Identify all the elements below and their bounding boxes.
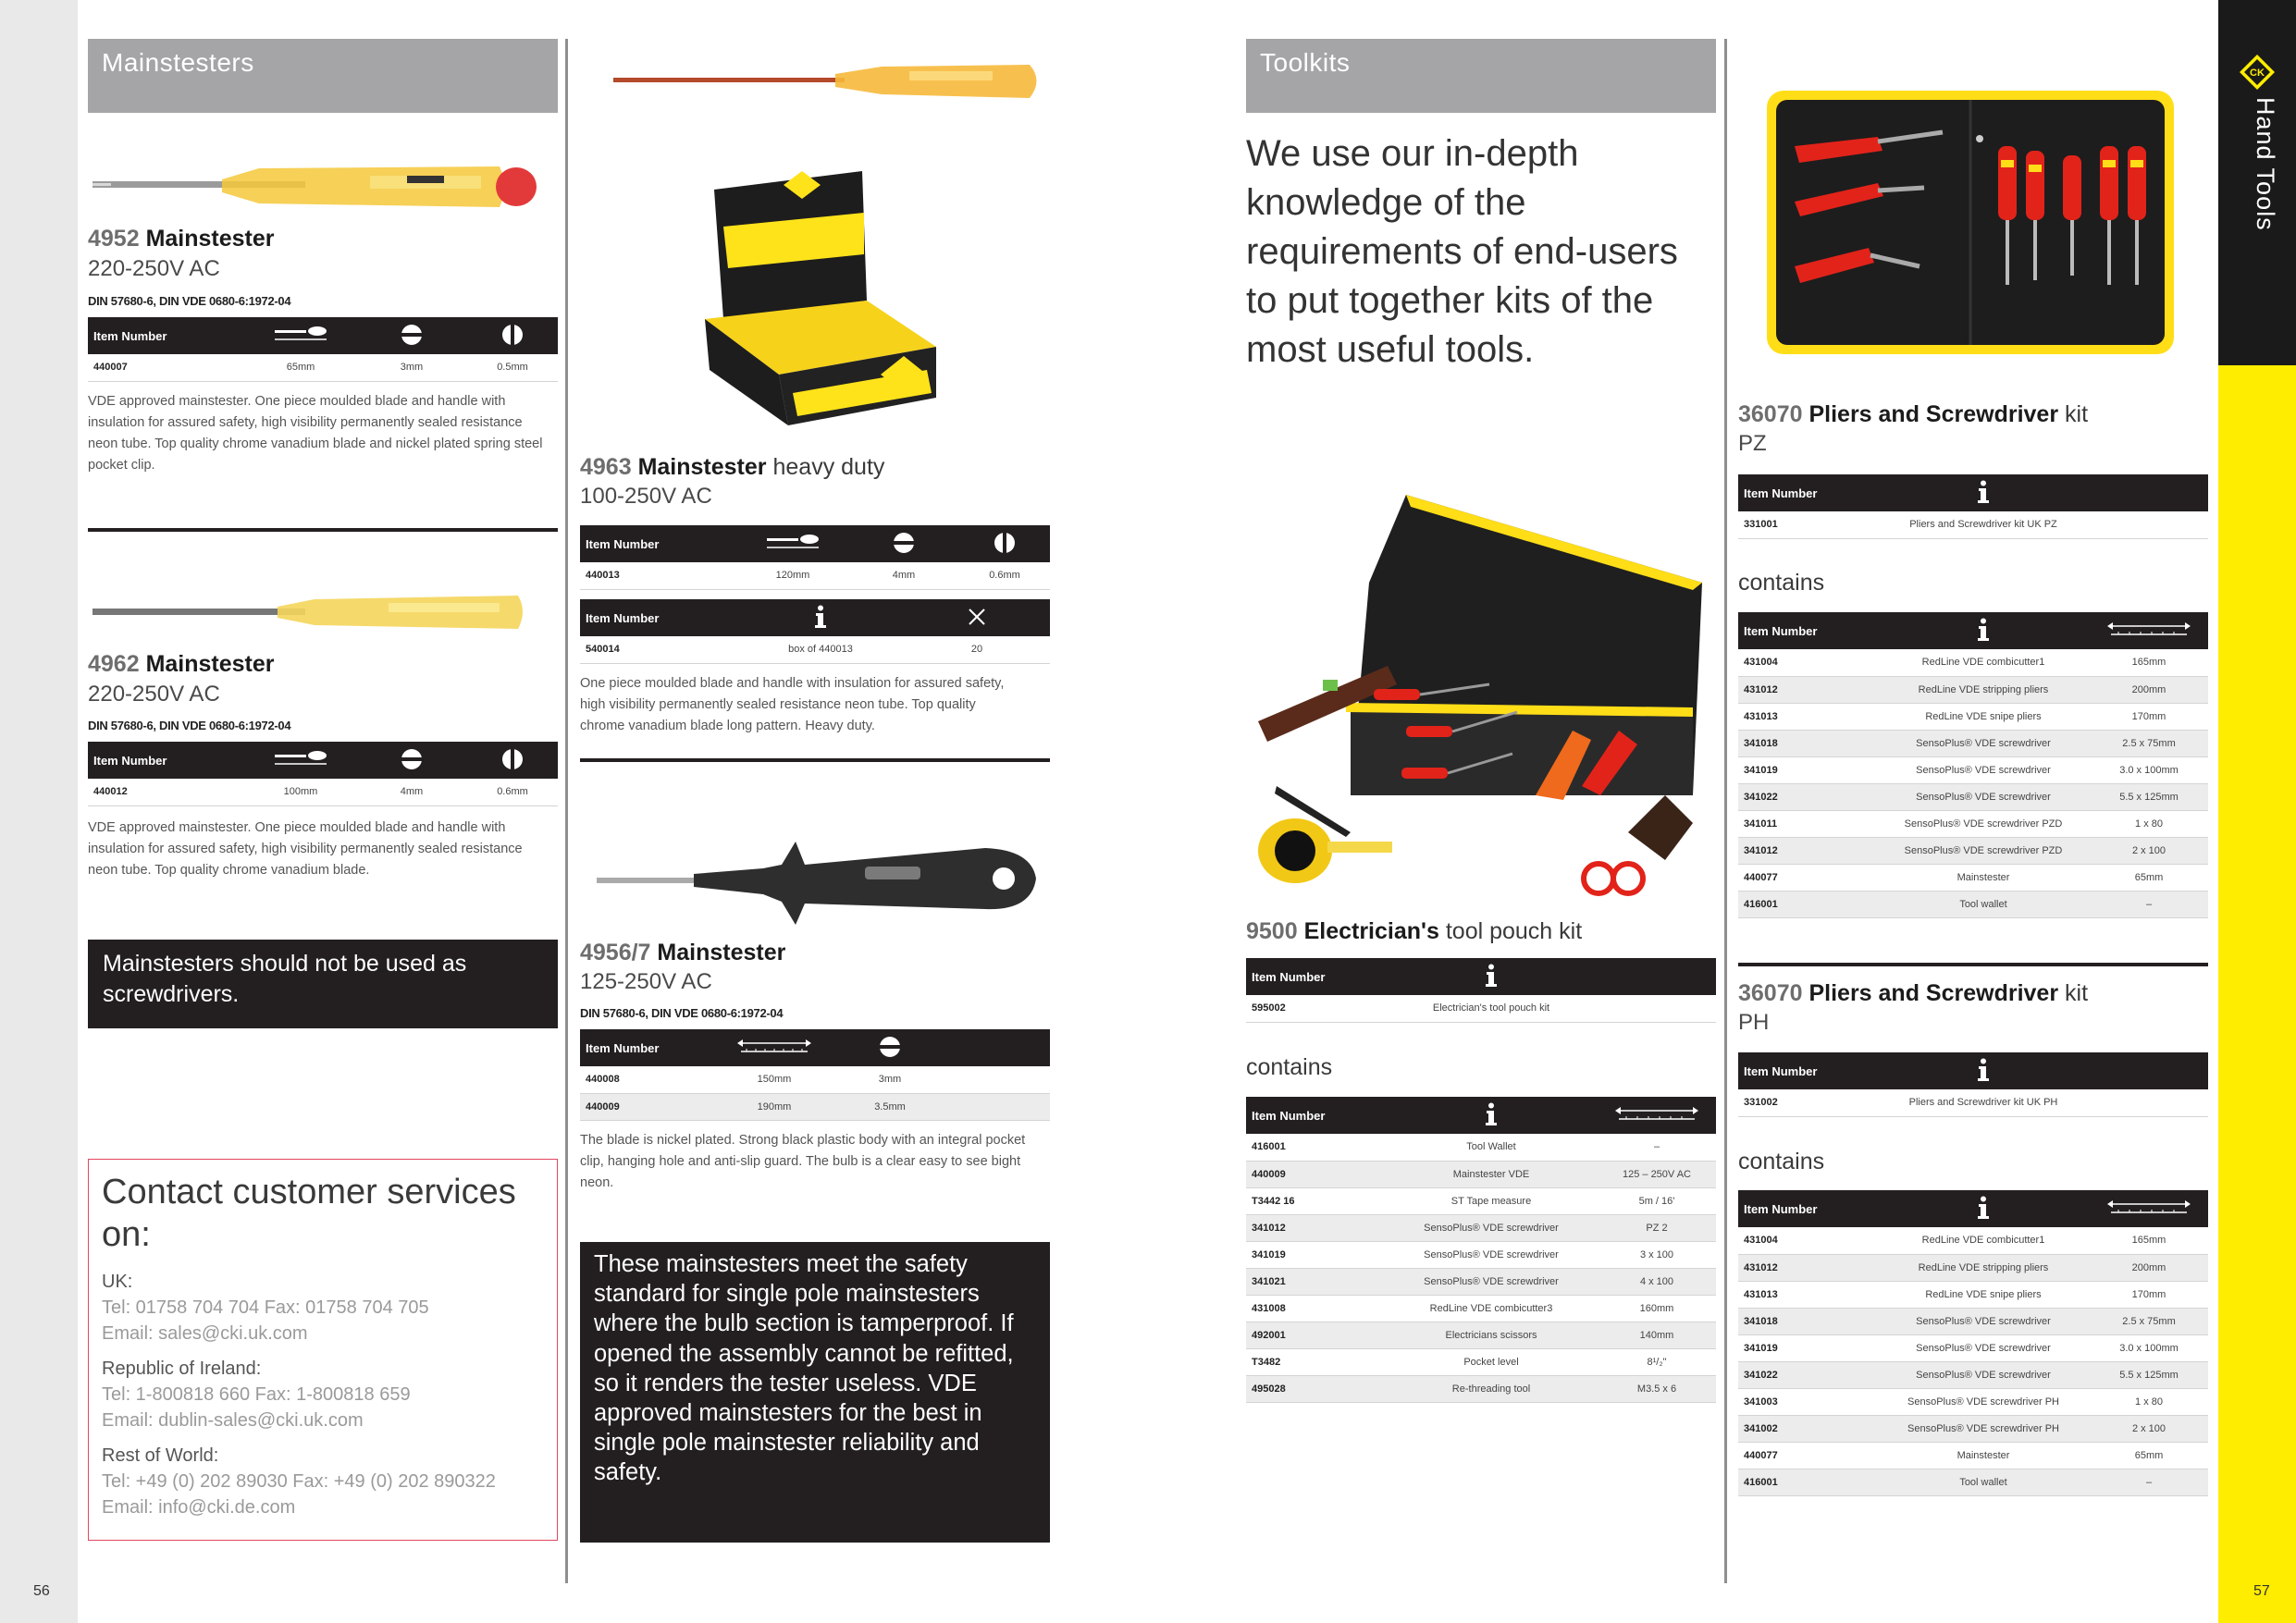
- cell-size: 5m / 16': [1598, 1187, 1716, 1214]
- flat-tip-icon: [879, 1036, 901, 1058]
- cell-description: SensoPlus® VDE screwdriver: [1877, 1308, 2090, 1334]
- cell-size: 200mm: [2090, 1254, 2208, 1281]
- info-icon: [814, 605, 827, 629]
- product-description: The blade is nickel plated. Strong black plastic body with an integral pocket clip, hanging hole and anti-slip guard. The bulb is a clear easy to see bight neon.: [580, 1133, 1026, 1190]
- cell-size: M3.5 x 6: [1598, 1375, 1716, 1402]
- product-standard: DIN 57680-6, DIN VDE 0680-6:1972-04: [580, 1006, 784, 1020]
- product-title-4962: 4962 Mainstester: [88, 651, 275, 677]
- cell-size: 2 x 100: [2090, 1415, 2208, 1442]
- product-description: VDE approved mainstester. One piece moulded blade and handle with insulation for assured safety, high visibility permanently sealed resistance neon tube. Top quality chrome vanadium blade and nickel plated spring steel pocket clip.: [88, 394, 543, 473]
- product-title-9500: 9500 Electrician's tool pouch kit: [1246, 918, 1583, 944]
- product-variant: PZ: [1738, 431, 1767, 456]
- cell-size: 8¹/₂": [1598, 1348, 1716, 1375]
- cell-description: SensoPlus® VDE screwdriver: [1877, 756, 2090, 783]
- electrician-tool-pouch-image: [1258, 490, 1702, 897]
- cell-item-number: T3442 16: [1246, 1187, 1385, 1214]
- left-page-margin: [0, 0, 78, 1623]
- cell-item-number: 416001: [1738, 891, 1877, 917]
- cell-length: 100mm: [245, 779, 356, 805]
- ruler-icon: [2107, 621, 2191, 639]
- contact-box: [88, 1159, 558, 1541]
- cell-description: RedLine VDE stripping pliers: [1877, 676, 2090, 703]
- cell-size: PZ 2: [1598, 1214, 1716, 1241]
- cell-item-number: 341022: [1738, 1361, 1877, 1388]
- cell-description: Mainstester: [1877, 1442, 2090, 1469]
- cell-length: 65mm: [245, 354, 356, 381]
- cell-quantity: 20: [904, 636, 1050, 663]
- info-icon: [1485, 964, 1498, 988]
- cell-length: 190mm: [710, 1093, 839, 1120]
- contains-label: contains: [1246, 1054, 1333, 1080]
- cell-item-number: 341002: [1738, 1415, 1877, 1442]
- column-divider: [1724, 39, 1727, 1583]
- cell-size: 2.5 x 75mm: [2090, 730, 2208, 756]
- cell-item-number: 440013: [580, 562, 737, 589]
- page-number-left: 56: [33, 1583, 50, 1599]
- cell-size: 1 x 80: [2090, 810, 2208, 837]
- cell-item-number: 341022: [1738, 783, 1877, 810]
- cell-item-number: 431004: [1738, 649, 1877, 676]
- contact-uk-email[interactable]: Email: sales@cki.uk.com: [102, 1323, 308, 1344]
- spec-table-4962: [88, 742, 558, 806]
- cell-item-number: 595002: [1246, 995, 1385, 1022]
- product-standard: DIN 57680-6, DIN VDE 0680-6:1972-04: [88, 294, 291, 308]
- cell-description: RedLine VDE snipe pliers: [1877, 1281, 2090, 1308]
- cell-item-number: 341012: [1738, 837, 1877, 864]
- header-item-number: Item Number: [1246, 1097, 1385, 1134]
- ruler-icon: [1615, 1105, 1698, 1124]
- cell-item-number: 431012: [1738, 1254, 1877, 1281]
- cell-item-number: T3482: [1246, 1348, 1385, 1375]
- cell-size: 160mm: [1598, 1295, 1716, 1322]
- header-item-number: Item Number: [1738, 1052, 1877, 1089]
- contact-uk-tel: Tel: 01758 704 704 Fax: 01758 704 705: [102, 1297, 429, 1318]
- cell-length: 120mm: [737, 562, 848, 589]
- info-icon: [1485, 1102, 1498, 1126]
- product-title-36070-ph: 36070 Pliers and Screwdriver kit: [1738, 980, 2089, 1006]
- ruler-icon: [2107, 1199, 2191, 1217]
- divider: [88, 528, 558, 532]
- contents-table-36070-ph: [1738, 1190, 2208, 1496]
- contact-ireland-label: Republic of Ireland:: [102, 1359, 262, 1379]
- info-icon: [1977, 1196, 1990, 1220]
- cell-item-number: 341019: [1246, 1241, 1385, 1268]
- page-number-right: 57: [2253, 1583, 2270, 1599]
- cell-size: 2 x 100: [2090, 837, 2208, 864]
- section-heading: Toolkits: [1246, 39, 1716, 113]
- header-item-number: Item Number: [1738, 1190, 1877, 1227]
- cell-item-number: 540014: [580, 636, 737, 663]
- cell-description: ST Tape measure: [1385, 1187, 1598, 1214]
- cell-description: SensoPlus® VDE screwdriver PZD: [1877, 837, 2090, 864]
- cell-description: Pliers and Screwdriver kit UK PH: [1877, 1089, 2090, 1116]
- mainstester-4956-image: [597, 837, 1041, 929]
- kit-table-9500: [1246, 958, 1716, 1023]
- cell-size: –: [2090, 1469, 2208, 1495]
- header-item-number: Item Number: [1738, 474, 1877, 511]
- cell-item-number: 341018: [1738, 1308, 1877, 1334]
- contact-uk-label: UK:: [102, 1272, 133, 1292]
- tip-width-icon: [994, 532, 1016, 554]
- cell-item-number: 431004: [1738, 1227, 1877, 1254]
- cell-item-number: 440008: [580, 1066, 710, 1093]
- header-item-number: Item Number: [88, 742, 245, 779]
- cell-item-number: 440012: [88, 779, 245, 805]
- spec-table-4956: [580, 1029, 1050, 1121]
- cell-item-number: 341019: [1738, 1334, 1877, 1361]
- cell-size: 125 – 250V AC: [1598, 1161, 1716, 1187]
- cell-item-number: 440009: [580, 1093, 710, 1120]
- cell-item-number: 341003: [1738, 1388, 1877, 1415]
- tip-width-icon: [501, 324, 524, 346]
- contains-label: contains: [1738, 570, 1825, 596]
- header-item-number: Item Number: [580, 599, 737, 636]
- cell-description: RedLine VDE combicutter3: [1385, 1295, 1598, 1322]
- cell-tip: 4mm: [848, 562, 959, 589]
- cell-item-number: 440007: [88, 354, 245, 381]
- cell-size: 65mm: [2090, 864, 2208, 891]
- cell-item-number: 416001: [1246, 1134, 1385, 1161]
- cell-size: 165mm: [2090, 649, 2208, 676]
- cell-description: SensoPlus® VDE screwdriver: [1385, 1241, 1598, 1268]
- cell-item-number: 431012: [1738, 676, 1877, 703]
- cell-item-number: 341011: [1738, 810, 1877, 837]
- product-voltage: 220-250V AC: [88, 256, 220, 281]
- ruler-icon: [737, 1038, 811, 1056]
- cell-size: 3.0 x 100mm: [2090, 756, 2208, 783]
- cell-tip: 3mm: [839, 1066, 941, 1093]
- flat-tip-icon: [401, 748, 423, 770]
- cell-size: 5.5 x 125mm: [2090, 1361, 2208, 1388]
- kit-table-36070-ph: [1738, 1052, 2208, 1117]
- header-item-number: Item Number: [1738, 612, 1877, 649]
- header-item-number: Item Number: [580, 1029, 710, 1066]
- info-icon: [1977, 1058, 1990, 1082]
- cell-description: Re-threading tool: [1385, 1375, 1598, 1402]
- cell-description: SensoPlus® VDE screwdriver: [1877, 1334, 2090, 1361]
- header-item-number: Item Number: [88, 317, 245, 354]
- cell-item-number: 440009: [1246, 1161, 1385, 1187]
- contains-label: contains: [1738, 1149, 1825, 1174]
- cell-size: –: [2090, 891, 2208, 917]
- cell-description: Tool Wallet: [1385, 1134, 1598, 1161]
- cell-tip: 3mm: [356, 354, 467, 381]
- spec-table-4963: [580, 525, 1050, 590]
- cell-size: 3.0 x 100mm: [2090, 1334, 2208, 1361]
- product-title-4956: 4956/7 Mainstester: [580, 940, 786, 965]
- cell-item-number: 431013: [1738, 1281, 1877, 1308]
- column-divider: [565, 39, 568, 1583]
- cell-description: RedLine VDE combicutter1: [1877, 1227, 2090, 1254]
- cell-description: Pliers and Screwdriver kit UK PZ: [1877, 511, 2090, 538]
- cell-item-number: 495028: [1246, 1375, 1385, 1402]
- pliers-screwdriver-kit-image: [1767, 81, 2174, 359]
- length-icon: [273, 326, 328, 344]
- cell-description: SensoPlus® VDE screwdriver: [1877, 783, 2090, 810]
- cell-tip: 3.5mm: [839, 1093, 941, 1120]
- product-voltage: 220-250V AC: [88, 682, 220, 707]
- cell-description: Tool wallet: [1877, 1469, 2090, 1495]
- cell-width: 0.6mm: [467, 779, 558, 805]
- display-box-image: [705, 171, 941, 425]
- svg-text:CK: CK: [2250, 68, 2265, 79]
- cell-description: Electrician's tool pouch kit: [1385, 995, 1598, 1022]
- cell-item-number: 341012: [1246, 1214, 1385, 1241]
- cell-description: RedLine VDE combicutter1: [1877, 649, 2090, 676]
- cell-description: RedLine VDE stripping pliers: [1877, 1254, 2090, 1281]
- flat-tip-icon: [401, 324, 423, 346]
- divider: [1738, 963, 2208, 966]
- product-variant: PH: [1738, 1010, 1770, 1035]
- cell-width: 0.6mm: [959, 562, 1050, 589]
- length-icon: [765, 534, 821, 552]
- divider: [580, 758, 1050, 762]
- product-voltage: 125-250V AC: [580, 969, 712, 994]
- product-title-4963: 4963 Mainstester heavy duty: [580, 454, 885, 480]
- header-item-number: Item Number: [1246, 958, 1385, 995]
- cell-description: Tool wallet: [1877, 891, 2090, 917]
- cell-description: box of 440013: [737, 636, 904, 663]
- section-heading: Mainstesters: [88, 39, 558, 113]
- cell-description: SensoPlus® VDE screwdriver: [1877, 1361, 2090, 1388]
- box-table-4963: [580, 599, 1050, 664]
- contact-ireland-tel: Tel: 1-800818 660 Fax: 1-800818 659: [102, 1384, 411, 1405]
- cell-description: SensoPlus® VDE screwdriver: [1385, 1268, 1598, 1295]
- cell-length: 150mm: [710, 1066, 839, 1093]
- contact-row-email[interactable]: Email: info@cki.de.com: [102, 1497, 296, 1518]
- spec-table-4952: [88, 317, 558, 382]
- cell-size: 140mm: [1598, 1322, 1716, 1348]
- cell-description: SensoPlus® VDE screwdriver: [1385, 1214, 1598, 1241]
- cell-size: 4 x 100: [1598, 1268, 1716, 1295]
- cell-description: SensoPlus® VDE screwdriver PH: [1877, 1388, 2090, 1415]
- cell-tip: 4mm: [356, 779, 467, 805]
- cell-item-number: 431013: [1738, 703, 1877, 730]
- cell-size: –: [1598, 1134, 1716, 1161]
- product-title-36070-pz: 36070 Pliers and Screwdriver kit: [1738, 401, 2089, 427]
- cell-item-number: 440077: [1738, 864, 1877, 891]
- cell-description: SensoPlus® VDE screwdriver PZD: [1877, 810, 2090, 837]
- cell-item-number: 492001: [1246, 1322, 1385, 1348]
- product-voltage: 100-250V AC: [580, 484, 712, 509]
- tip-width-icon: [501, 748, 524, 770]
- product-title-4952: 4952 Mainstester: [88, 226, 275, 252]
- cell-size: 170mm: [2090, 703, 2208, 730]
- cell-size: 3 x 100: [1598, 1241, 1716, 1268]
- ck-logo-icon: [2239, 54, 2276, 91]
- flat-tip-icon: [893, 532, 915, 554]
- contents-table-9500: [1246, 1097, 1716, 1403]
- cell-size: 170mm: [2090, 1281, 2208, 1308]
- product-standard: DIN 57680-6, DIN VDE 0680-6:1972-04: [88, 719, 291, 732]
- header-item-number: Item Number: [580, 525, 737, 562]
- cell-description: RedLine VDE snipe pliers: [1877, 703, 2090, 730]
- kit-table-36070-pz: [1738, 474, 2208, 539]
- contact-heading: Contact customer services on:: [102, 1173, 516, 1254]
- length-icon: [273, 750, 328, 768]
- contents-table-36070-pz: [1738, 612, 2208, 918]
- cell-size: 1 x 80: [2090, 1388, 2208, 1415]
- cell-size: 65mm: [2090, 1442, 2208, 1469]
- cell-item-number: 341021: [1246, 1268, 1385, 1295]
- cell-description: Mainstester: [1877, 864, 2090, 891]
- contact-row-label: Rest of World:: [102, 1445, 219, 1466]
- warning-box: Mainstesters should not be used as screwdrivers.: [88, 940, 558, 1028]
- cell-size: 200mm: [2090, 676, 2208, 703]
- cell-item-number: 431008: [1246, 1295, 1385, 1322]
- mainstester-4962-image: [93, 588, 555, 634]
- quantity-icon: [968, 608, 986, 626]
- cell-width: 0.5mm: [467, 354, 558, 381]
- cell-size: 2.5 x 75mm: [2090, 1308, 2208, 1334]
- cell-item-number: 341018: [1738, 730, 1877, 756]
- mainstester-4963-image: [613, 57, 1043, 104]
- cell-description: Pocket level: [1385, 1348, 1598, 1375]
- contact-row-tel: Tel: +49 (0) 202 89030 Fax: +49 (0) 202 890322: [102, 1471, 496, 1492]
- cell-description: Mainstester VDE: [1385, 1161, 1598, 1187]
- cell-item-number: 331001: [1738, 511, 1877, 538]
- mainstester-4952-image: [93, 159, 555, 215]
- cell-item-number: 341019: [1738, 756, 1877, 783]
- safety-standard-box: These mainstesters meet the safety standard for single pole mainstesters where the bulb section is tamperproof. If opened the assembly cannot be refitted, so it renders the tester useless. VDE approved mainstesters for the best in single pole mainstester reliability and safety.: [580, 1242, 1050, 1543]
- side-tab-label: Hand Tools: [2252, 97, 2279, 231]
- cell-item-number: 331002: [1738, 1089, 1877, 1116]
- cell-description: SensoPlus® VDE screwdriver: [1877, 730, 2090, 756]
- intro-text: We use our in-depth knowledge of the requirements of end-users to put together kits of the most useful tools.: [1246, 133, 1678, 370]
- cell-description: Electricians scissors: [1385, 1322, 1598, 1348]
- cell-size: 5.5 x 125mm: [2090, 783, 2208, 810]
- cell-item-number: 416001: [1738, 1469, 1877, 1495]
- cell-size: 165mm: [2090, 1227, 2208, 1254]
- product-description: VDE approved mainstester. One piece moulded blade and handle with insulation for assured safety, high visibility permanently sealed resistance neon tube. Top quality chrome vanadium blade.: [88, 820, 523, 878]
- product-description: One piece moulded blade and handle with insulation for assured safety, high visibility permanently sealed resistance neon tube. Top quality chrome vanadium blade long pattern. Heavy duty.: [580, 676, 1005, 733]
- cell-description: SensoPlus® VDE screwdriver PH: [1877, 1415, 2090, 1442]
- contact-ireland-email[interactable]: Email: dublin-sales@cki.uk.com: [102, 1410, 364, 1431]
- info-icon: [1977, 618, 1990, 642]
- cell-item-number: 440077: [1738, 1442, 1877, 1469]
- info-icon: [1977, 480, 1990, 504]
